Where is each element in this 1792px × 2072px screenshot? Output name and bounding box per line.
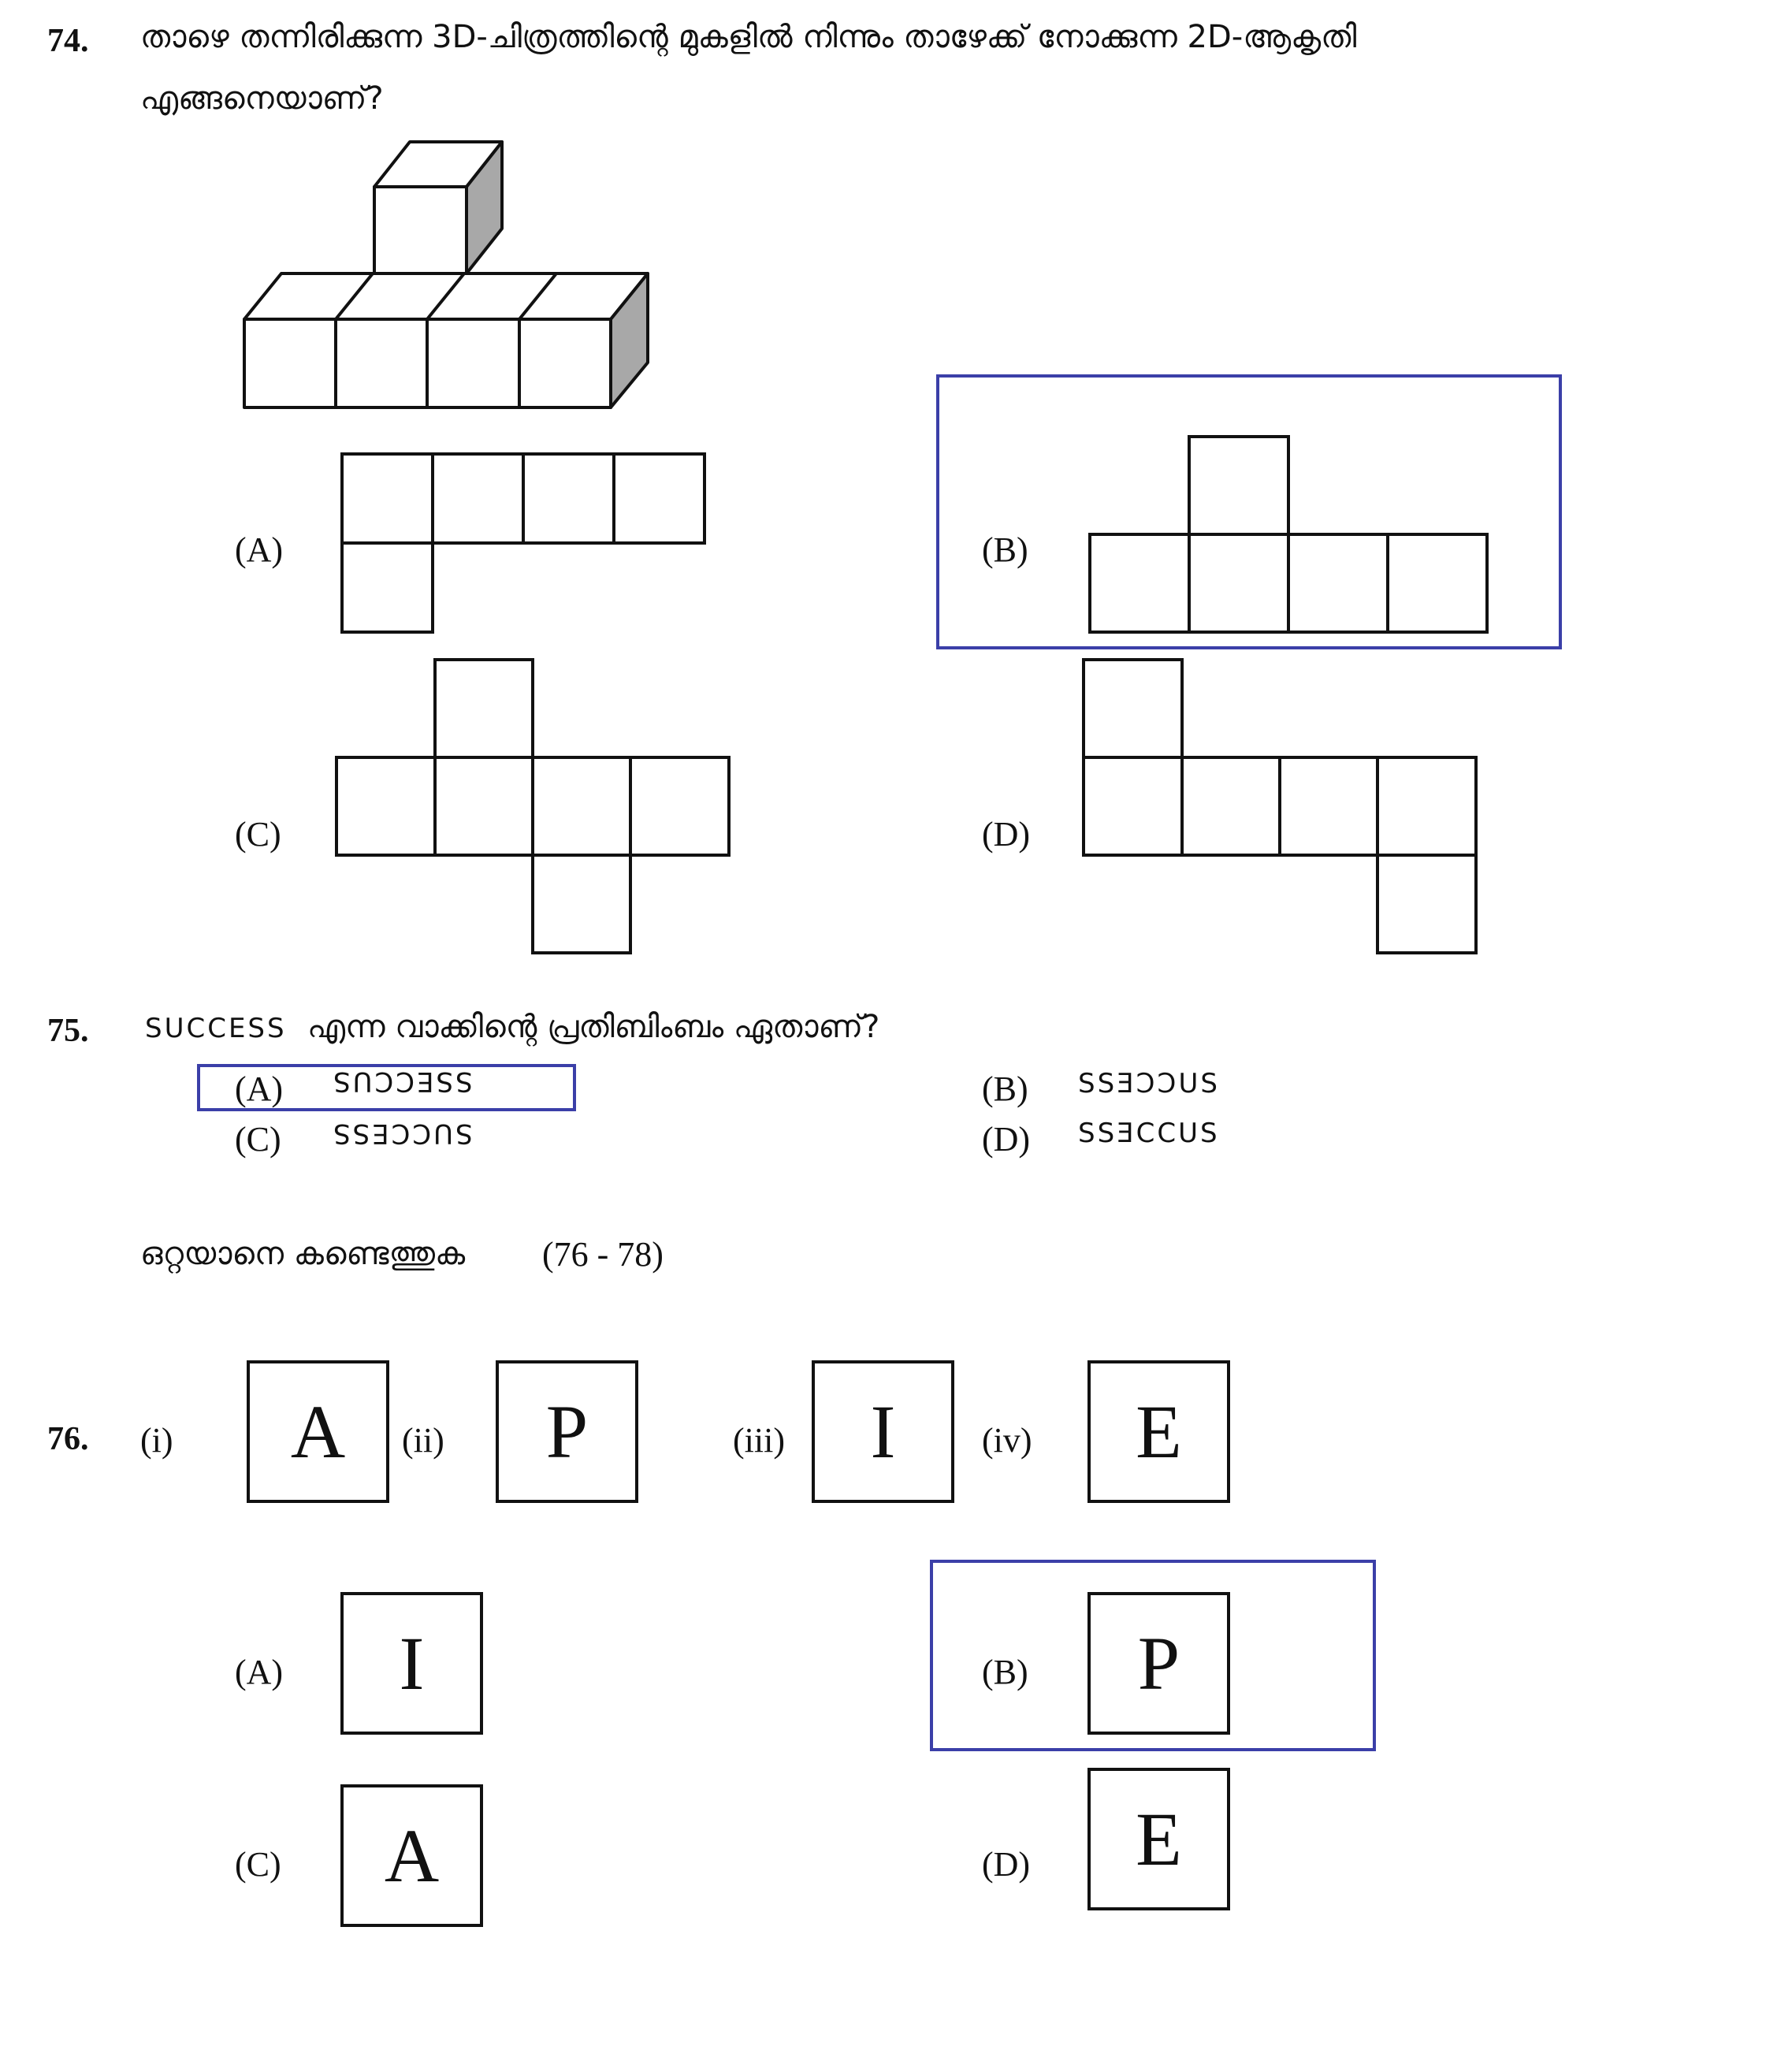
option-a-square [431,452,525,545]
item-ii-label: (ii) [402,1421,444,1460]
item-letter-box: E [1087,1360,1230,1503]
section-heading: ഒറ്റയാനെ കണ്ടെത്തുക [140,1236,466,1272]
option-d-square [1278,756,1379,857]
mirrored-word: SSECCUS [331,1066,473,1097]
option-a-label[interactable]: (A) [235,1069,284,1108]
option-a-square [340,452,434,545]
option-d-square [1082,658,1184,759]
option-b-square [1188,533,1290,634]
option-b-letter-box: P [1087,1592,1230,1735]
question-text-line2: എങ്ങനെയാണ്? [140,80,384,117]
option-a-letter-box: I [340,1592,483,1735]
item-letter-box: A [247,1360,389,1503]
option-d-square [1180,756,1281,857]
option-a-square [612,452,706,545]
option-b-word: SSƎƆƆUS [1078,1068,1220,1099]
option-c-square [335,756,437,857]
option-c-square [433,756,534,857]
option-d-label[interactable]: (D) [982,1120,1031,1159]
item-letter-box: I [812,1360,954,1503]
question-number: 75. [47,1013,89,1049]
question-number: 76. [47,1421,89,1457]
option-c-label[interactable]: (C) [235,1845,281,1884]
item-letter-box: P [496,1360,638,1503]
option-c-label[interactable]: (C) [235,815,281,854]
option-b-label[interactable]: (B) [982,1069,1028,1108]
option-d-label[interactable]: (D) [982,1845,1031,1884]
item-i-label: (i) [140,1421,173,1460]
option-c-square [629,756,731,857]
option-c-square [531,756,632,857]
question-text: എന്ന വാക്കിന്റെ പ്രതിബിംബം ഏതാണ്? [307,1009,880,1045]
item-iii-label: (iii) [733,1421,785,1460]
option-a-label[interactable]: (A) [235,530,284,569]
option-d-word: SSƎCCUS [1078,1118,1220,1149]
option-d-square [1376,854,1478,954]
option-b-square [1088,533,1191,634]
section-range: (76 - 78) [542,1235,664,1274]
option-d-letter-box: E [1087,1768,1230,1910]
option-b-label[interactable]: (B) [982,530,1028,569]
option-c-label[interactable]: (C) [235,1120,281,1159]
question-text-line1: താഴെ തന്നിരിക്കുന്ന 3D-ചിത്രത്തിന്റെ മുകളിൽ നിന്നും താഴേക്ക് നോക്കുന്ന 2D-ആകൃതി [140,19,1357,55]
option-b-label[interactable]: (B) [982,1653,1028,1691]
mirrored-word: SUCCESS [331,1118,473,1149]
option-b-square [1188,435,1290,536]
option-c-square [531,854,632,954]
top-cube-front-face [374,187,467,273]
option-c-letter-box: A [340,1784,483,1927]
option-b-square [1287,533,1389,634]
option-d-square [1376,756,1478,857]
option-a-label[interactable]: (A) [235,1653,284,1691]
option-c-square [433,658,534,759]
option-d-square [1082,756,1184,857]
option-b-square [1386,533,1489,634]
option-a-square [522,452,615,545]
option-c-word [331,1118,473,1149]
question-word: SUCCESS [145,1013,287,1044]
option-d-label[interactable]: (D) [982,815,1031,854]
question-number: 74. [47,23,89,59]
3d-cube-figure [229,134,670,418]
item-iv-label: (iv) [982,1421,1032,1460]
option-a-word [331,1066,473,1097]
option-a-square [340,541,434,634]
